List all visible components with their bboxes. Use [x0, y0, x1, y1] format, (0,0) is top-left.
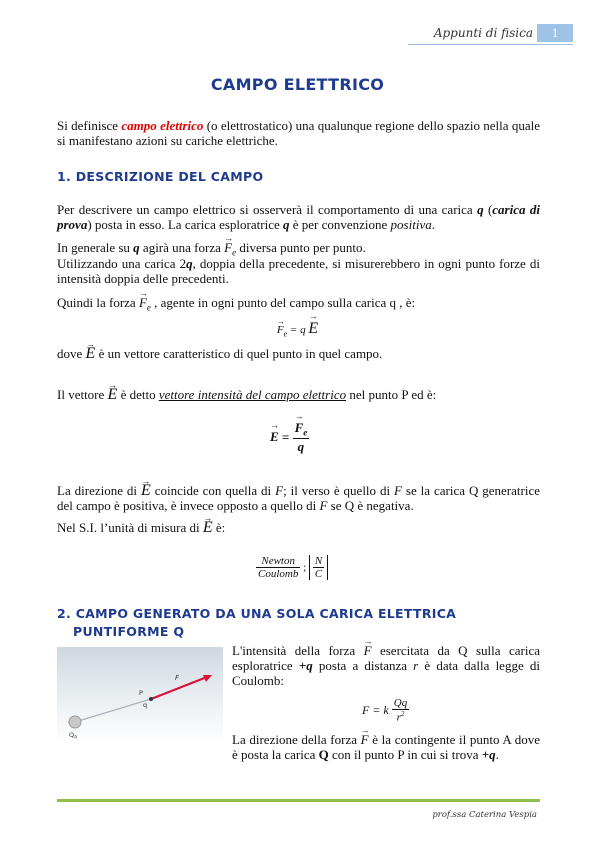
footer-rule [57, 799, 540, 802]
section-1-paragraph-6: Il vettore → E è detto vettore intensità del campo elettrico nel punto P ed è: [57, 387, 540, 402]
page-title: CAMPO ELETTRICO [210, 75, 385, 94]
source-charge-Q [69, 716, 81, 728]
equation-field-definition: → E = → $\frac{F_e}{q}$ [270, 420, 309, 455]
header-title: Appunti di fisica [433, 26, 533, 40]
page-number: 1 [537, 24, 573, 42]
distance-line [75, 699, 151, 722]
section-1-paragraph-5: dove → E è un vettore caratteristico di quel punto in quel campo. [57, 346, 540, 361]
equation-force: → $F_e = q \to E$ [0, 320, 595, 339]
section-1-paragraph-3: Utilizzando una carica 2q, doppia della precedente, si misurerebbero in ogni punto forze di intensità doppia delle precedenti. [57, 256, 540, 286]
section-1-paragraph-2: In generale su q agirà una forza → $F_e$ diversa punto per punto. [57, 240, 540, 261]
label-Q: $Q_A$ [69, 731, 78, 741]
equation-coulomb: F = k $\frac{Qq}{r^2}$ [362, 697, 408, 724]
header-rule [408, 44, 573, 45]
section-1-paragraph-4: Quindi la forza → $F_e$ , agente in ogni punto del campo sulla carica q , è: [57, 295, 540, 316]
section-1-heading: 1. DESCRIZIONE DEL CAMPO [57, 169, 264, 184]
section-2-heading: 2. CAMPO GENERATO DA UNA SOLA CARICA ELETTRICA PUNTIFORME Q [57, 606, 457, 639]
label-P: P [139, 689, 143, 697]
section-1-paragraph-8: Nel S.I. l’unità di misura di → E è: [57, 520, 540, 535]
section-1-paragraph-7: La direzione di → E coincide con quella di F; il verso è quello di F se la carica Q generatrice del campo è positiva, è invece opposto a quello di F se Q è negativa. [57, 483, 540, 513]
label-q: q [143, 701, 148, 709]
coulomb-diagram [57, 647, 223, 743]
section-2-paragraph-2: La direzione della forza → F è la contingente il punto A dove è posta la carica Q con il punto P in cui si trova +q. [232, 732, 540, 762]
intro-paragraph: Si definisce campo elettrico (o elettrostatico) una qualunque regione dello spazio nella quale si manifestano azioni su cariche elettriche. [57, 118, 541, 148]
vector-force-symbol: → F [139, 295, 147, 310]
section-2-paragraph-1: L'intensità della forza → F esercitata da Q sulla carica esploratrice +q posta a distanza r è data dalla legge di Coulomb: [232, 643, 540, 688]
term-campo-elettrico: campo elettrico [121, 118, 204, 133]
label-F: F [175, 674, 180, 682]
term-vettore-intensita: vettore intensità del campo elettrico [158, 387, 347, 402]
coulomb-figure [57, 647, 223, 743]
footer-author: prof.ssa Caterina Vespia [432, 810, 537, 820]
point-P [149, 697, 153, 701]
unit-expression: $\frac{\text{Newton}}{\text{Coulomb}}$ ; $\frac{N}{C}$ [256, 555, 328, 580]
vector-force-symbol: → F [224, 240, 232, 255]
section-1-paragraph-1: Per descrivere un campo elettrico si osserverà il comportamento di una carica q (carica di prova) posta in esso. La carica esploratrice q è per convenzione positiva. [57, 202, 540, 232]
